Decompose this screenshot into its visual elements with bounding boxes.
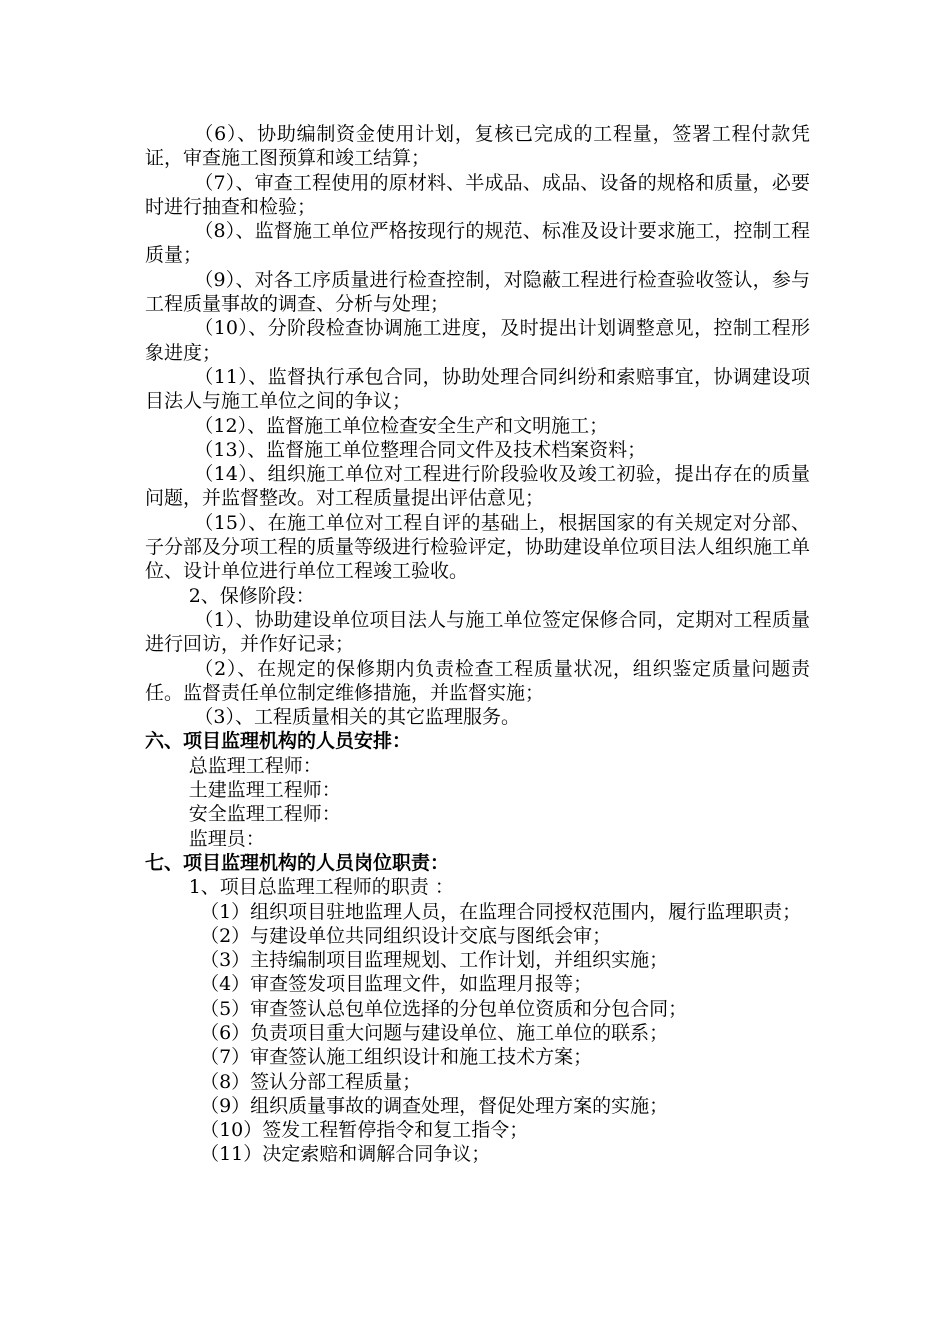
duty-item-1: （1）组织项目驻地监理人员，在监理合同授权范围内，履行监理职责； — [200, 900, 802, 923]
duty-item-8: （8）签认分部工程质量； — [200, 1070, 422, 1093]
duty-item-9: （9）组织质量事故的调查处理，督促处理方案的实施； — [200, 1094, 669, 1117]
document-page — [145, 122, 810, 1167]
construction-item-6: （6）、协助编制资金使用计划，复核已完成的工程量，签署工程付款凭证，审查施工图预算和竣工结算； — [145, 123, 810, 170]
warranty-stage-title: 2、保修阶段： — [188, 584, 315, 607]
section6-heading: 六、项目监理机构的人员安排： — [145, 730, 412, 753]
duty-item-11: （11）决定索赔和调解合同争议； — [200, 1143, 491, 1166]
warranty-item-2: （2）、在规定的保修期内负责检查工程质量状况，组织鉴定质量问题责任。监督责任单位制定维修措施，并监督实施； — [145, 657, 810, 704]
duty-item-4: （4）审查签发项目监理文件，如监理月报等； — [200, 973, 593, 996]
construction-item-10: （10）、分阶段检查协调施工进度，及时提出计划调整意见，控制工程形象进度； — [145, 317, 810, 364]
duty-item-3: （3）主持编制项目监理规划、工作计划，并组织实施； — [200, 949, 669, 972]
construction-item-15: （15）、在施工单位对工程自评的基础上，根据国家的有关规定对分部、子分部及分项工程的质量等级进行检验评定，协助建设单位项目法人组织施工单位、设计单位进行单位工程竣工验收。 — [145, 511, 811, 583]
duty-item-6: （6）负责项目重大问题与建设单位、施工单位的联系； — [200, 1021, 669, 1044]
construction-item-8: （8）、监督施工单位严格按现行的规范、标准及设计要求施工，控制工程质量； — [145, 220, 810, 267]
role-civil-engineer: 土建监理工程师： — [188, 779, 341, 802]
role-chief-engineer: 总监理工程师： — [188, 754, 322, 777]
role-supervisor: 监理员： — [188, 827, 265, 850]
section7-heading: 七、项目监理机构的人员岗位职责： — [145, 851, 450, 874]
duty-item-10: （10）签发工程暂停指令和复工指令； — [200, 1119, 529, 1142]
duty-item-7: （7）审查签认施工组织设计和施工技术方案； — [200, 1046, 593, 1069]
warranty-item-3: （3）、工程质量相关的其它监理服务。 — [194, 706, 520, 729]
warranty-item-1: （1）、协助建设单位项目法人与施工单位签定保修合同，定期对工程质量进行回访，并作好记录； — [145, 608, 810, 656]
construction-item-7: （7）、审查工程使用的原材料、半成品、成品、设备的规格和质量，必要时进行抽查和检验； — [145, 171, 810, 218]
construction-item-9: （9）、对各工序质量进行检查控制，对隐蔽工程进行检查验收签认，参与工程质量事故的调查、分析与处理； — [145, 268, 810, 316]
duty-item-2: （2）与建设单位共同组织设计交底与图纸会审； — [200, 924, 612, 947]
construction-item-13: （13）、监督施工单位整理合同文件及技术档案资料； — [194, 438, 647, 461]
duty-item-5: （5）审查签认总包单位选择的分包单位资质和分包合同； — [200, 997, 688, 1020]
construction-item-11: （11）、监督执行承包合同，协助处理合同纠纷和索赔事宜，协调建设项目法人与施工单位之间的争议； — [145, 365, 810, 413]
section7-subheading: 1、项目总监理工程师的职责 ： — [188, 876, 454, 899]
role-safety-engineer: 安全监理工程师： — [188, 803, 341, 826]
construction-item-14: （14）、组织施工单位对工程进行阶段验收及竣工初验，提出存在的质量问题，并监督整改。对工程质量提出评估意见； — [145, 463, 810, 510]
construction-item-12: （12）、监督施工单位检查安全生产和文明施工； — [194, 414, 609, 437]
